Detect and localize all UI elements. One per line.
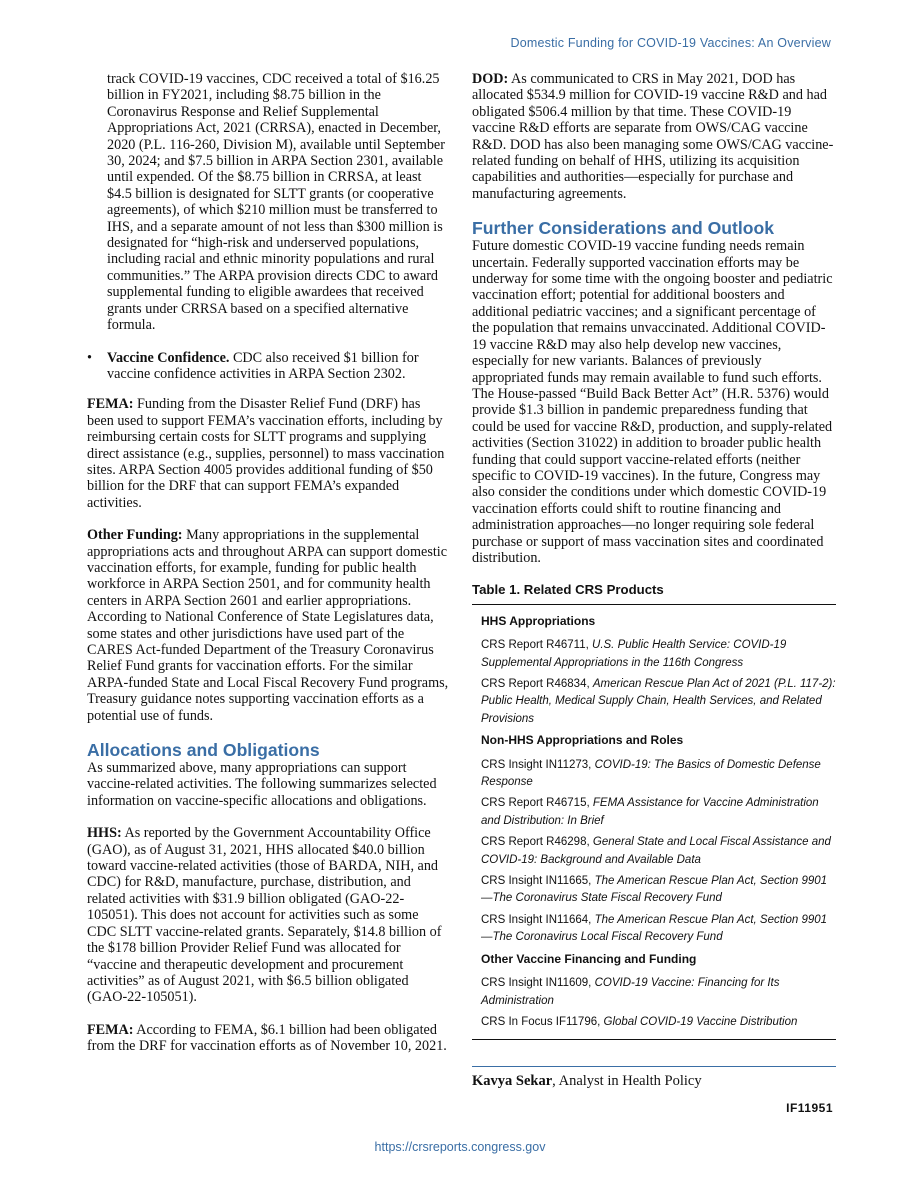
right-column (472, 71, 836, 1040)
fema-paragraph (87, 396, 449, 511)
footer-url-link[interactable]: https://crsreports.congress.gov (374, 1140, 546, 1154)
other-funding-text: Many appropriations in the supplemental appropriations acts and throughout ARPA can support domestic vaccination efforts, for example, funding for public health workforce in ARPA Section 2501, and for community health centers in ARPA Section 2601 and earlier appropriations. According to National Conference of State Legislatures data, some states and other jurisdictions have used part of the CARES Act-funded Department of the Treasury Coronavirus Relief Fund grants for vaccination efforts. For the similar ARPA-funded State and Local Fiscal Recovery Fund programs, Treasury guidance notes supporting vaccination efforts as a potential use of funds. (87, 527, 449, 724)
item-prefix: CRS In Focus IF11796, (481, 1015, 604, 1028)
related-products-table (472, 604, 836, 1041)
table-item (481, 757, 836, 792)
item-prefix: CRS Insight IN11273, (481, 758, 595, 771)
author-line (472, 1066, 836, 1090)
table-item (481, 834, 836, 869)
allocations-paragraph: As summarized above, many appropriations can support vaccine-related activities. The following summarizes selected information on vaccine-specific allocations and obligations. (87, 760, 437, 809)
author-role: , Analyst in Health Policy (552, 1073, 702, 1089)
other-funding-label: Other Funding: (87, 527, 183, 544)
item-title: General State and Local Fiscal Assistance and COVID-19: Background and Available Data (481, 836, 831, 866)
table-item (481, 975, 836, 1010)
other-funding-paragraph (87, 527, 449, 724)
hhs-label: HHS: (87, 825, 122, 842)
item-prefix: CRS Insight IN11665, (481, 875, 595, 888)
table-item (481, 676, 836, 728)
item-prefix: CRS Report R46298, (481, 836, 593, 849)
item-title: FEMA Assistance for Vaccine Administration and Distribution: In Brief (481, 797, 819, 827)
fema-obligations-text: According to FEMA, $6.1 billion had been obligated from the DRF for vaccination efforts as of November 10, 2021. (87, 1021, 447, 1055)
table-item (481, 873, 836, 908)
left-column (87, 71, 449, 1071)
vaccine-confidence-label: Vaccine Confidence. (107, 349, 230, 366)
table-group-heading: Other Vaccine Financing and Funding (481, 951, 697, 966)
fema-obligations-paragraph (87, 1022, 449, 1055)
bullet-marker: • (87, 349, 92, 366)
table-item (481, 637, 836, 672)
cdc-funding-paragraph: track COVID-19 vaccines, CDC received a total of $16.25 billion in FY2021, including $8.75 billion in the Coronavirus Response and Relief Supplemental Appropriations Act, 2021 (CRRSA), enacted in December, 2020 (P.L. 116-260, Division M), available until September 30, 2024; and $7.5 billion in ARPA Section 2301, available until expended. Of the $8.75 billion in CRRSA, at least $4.5 billion is designated for SLTT grants (or cooperative agreements), of which $210 million must be transferred to IHS, and a separate amount of not less than $300 million is designated for “high-risk and underserved populations, including racial and ethnic minority populations and rural communities.” The ARPA provision directs CDC to award supplemental funding to eligible awardees that received grants under CRRSA based on a specified alternative formula. (107, 71, 445, 334)
table-title: Table 1. Related CRS Products (472, 582, 664, 598)
hhs-paragraph (87, 825, 449, 1005)
item-prefix: CRS Report R46834, (481, 678, 593, 690)
fema-label: FEMA: (87, 396, 134, 413)
table-group-heading: HHS Appropriations (481, 613, 596, 628)
fema-text: Funding from the Disaster Relief Fund (DRF) has been used to support FEMA’s vaccination efforts, including by reimbursing certain costs for SLTT programs and supplying direct assistance (e.g., supplies, personnel) to mass vaccination sites. ARPA Section 4005 provides additional funding of $50 billion for the DRF that can support FEMA’s expanded activities. (87, 396, 445, 511)
further-considerations-heading: Further Considerations and Outlook (472, 218, 775, 239)
item-prefix: CRS Report R46711, (481, 639, 593, 652)
fema-obligations-label: FEMA: (87, 1021, 134, 1038)
vaccine-confidence-text: CDC also received $1 billion for vaccine confidence activities in ARPA Section 2302. (107, 349, 419, 382)
item-title: The American Rescue Plan Act, Section 9901—The Coronavirus Local Fiscal Recovery Fund (481, 913, 828, 944)
dod-label: DOD: (472, 71, 509, 87)
further-considerations-paragraph: Future domestic COVID-19 vaccine funding needs remain uncertain. Federally supported vaccination efforts may be underway for some time with the ongoing booster and pediatric vaccination effort; potential for additional boosters and additional pediatric vaccines; and a significant percentage of the population that remains unvaccinated. Additional COVID-19 vaccine R&D may also help develop new vaccines, especially for new variants. Balances of previously appropriated funds may remain available to fund such efforts. The House-passed “Build Back Better Act” (H.R. 5376) would provide $1.3 billion in pandemic preparedness funding that could be used for vaccine R&D, production, and supply-related activities (Section 31022) in addition to broader public health funding that could support vaccine-related efforts (neither specific to COVID-19 vaccines). In the future, Congress may also consider the conditions under which domestic COVID-19 vaccination efforts could shift to routine financing and administration approaches—no longer requiring sole federal purchase or support of mass vaccination sites and coordinated distribution. (472, 238, 833, 566)
table-item (481, 912, 836, 947)
author-name: Kavya Sekar (472, 1073, 553, 1089)
product-id: IF11951 (786, 1101, 833, 1115)
hhs-text: As reported by the Government Accountability Office (GAO), as of August 31, 2021, HHS allocated $40.0 billion toward vaccine-related activities (those of BARDA, NIH, and CDC) for R&D, manufacture, purchase, distribution, and related activities with $31.9 billion obligated (GAO-22-105051). This does not account for activities such as some CDC SLTT vaccine-related grants. Separately, $14.8 billion of the $178 billion Provider Relief Fund was allocated for “vaccine and therapeutic development and procurement activities” as of August 2021, with $6.5 billion obligated (GAO-22-105051). (87, 825, 442, 1006)
item-prefix: CRS Insight IN11609, (481, 977, 595, 990)
dod-text: As communicated to CRS in May 2021, DOD has allocated $534.9 million for COVID-19 vaccine R&D and had obligated $506.4 million by that time. These COVID-19 vaccine R&D efforts are separate from OWS/CAG vaccine R&D. DOD has also been managing some OWS/CAG vaccine-related funding on behalf of HHS, utilizing its acquisition capabilities and authorities—especially for purchase and manufacturing agreements. (472, 71, 834, 202)
allocations-heading: Allocations and Obligations (87, 740, 320, 761)
vaccine-confidence-bullet (87, 350, 449, 383)
item-prefix: CRS Report R46715, (481, 797, 593, 810)
item-title: U.S. Public Health Service: COVID-19 Supplemental Appropriations in the 116th Congress (481, 639, 787, 669)
table-group-heading: Non-HHS Appropriations and Roles (481, 733, 684, 748)
item-prefix: CRS Insight IN11664, (481, 913, 595, 926)
item-title: The American Rescue Plan Act, Section 9901—The Coronavirus State Fiscal Recovery Fund (481, 875, 828, 905)
item-title: American Rescue Plan Act of 2021 (P.L. 117-2): Public Health, Medical Supply Chain, Health Services, and Related Provisions (481, 678, 836, 725)
item-title: Global COVID-19 Vaccine Distribution (603, 1015, 798, 1028)
table-item (481, 795, 836, 830)
dod-paragraph (472, 71, 836, 202)
item-title: COVID-19: The Basics of Domestic Defense Response (481, 758, 821, 789)
running-header: Domestic Funding for COVID-19 Vaccines: An Overview (510, 36, 831, 50)
table-item (481, 1014, 836, 1031)
item-title: COVID-19 Vaccine: Financing for Its Administration (481, 977, 780, 1007)
